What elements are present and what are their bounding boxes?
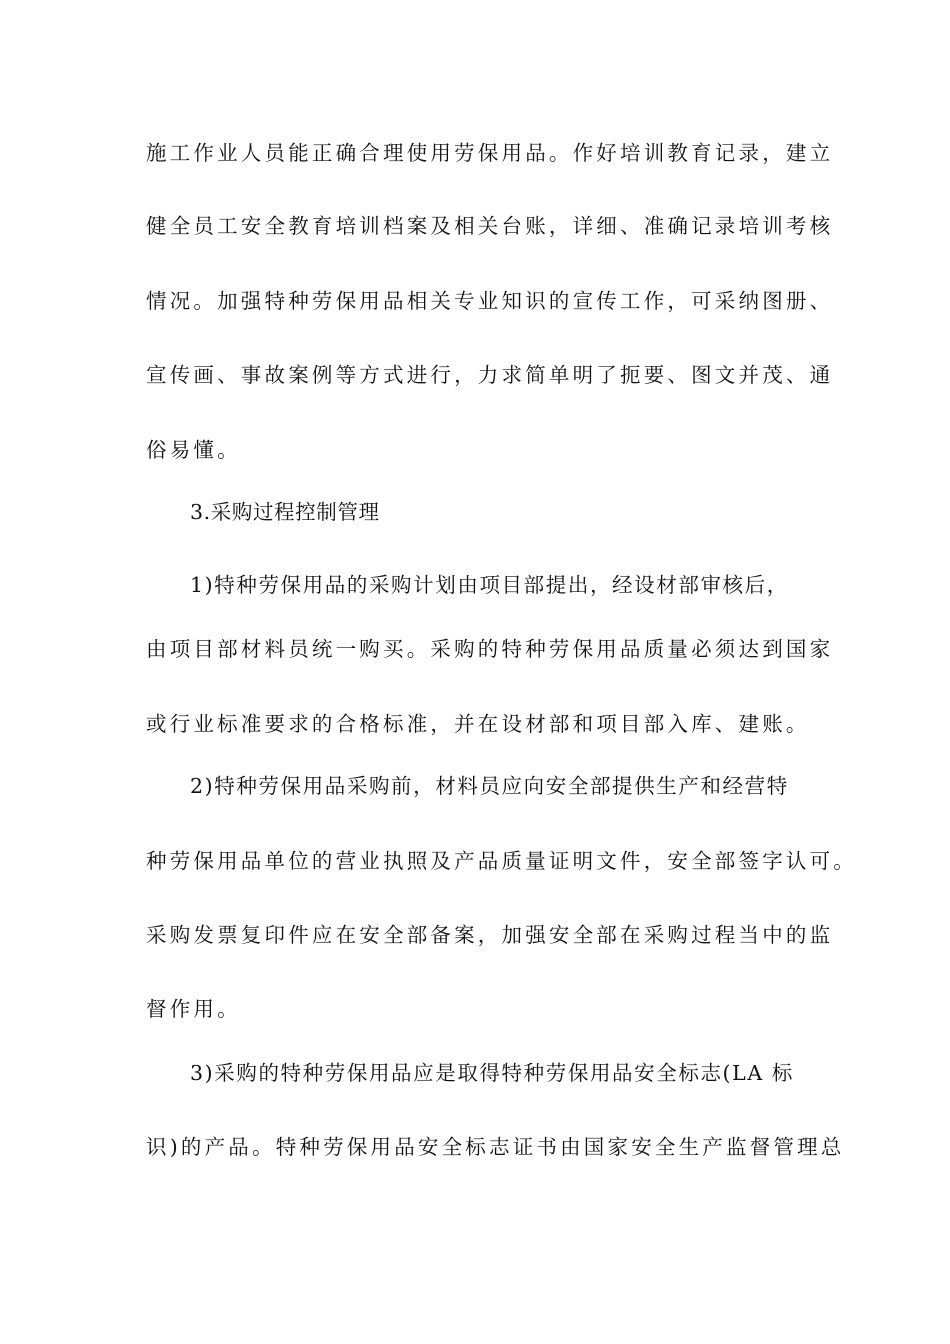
paragraph-line: 督作用。 [146,997,241,1021]
paragraph-line: 采购发票复印件应在安全部备案，加强安全部在采购过程当中的监 [146,923,834,947]
paragraph-line: 1)特种劳保用品的采购计划由项目部提出，经设材部审核后， [190,573,789,597]
section-heading: 3.采购过程控制管理 [190,500,380,524]
paragraph-line: 由项目部材料员统一购买。采购的特种劳保用品质量必须达到国家 [146,637,834,661]
paragraph-line: 种劳保用品单位的营业执照及产品质量证明文件，安全部签字认可。 [146,849,857,873]
paragraph-line: 2)特种劳保用品采购前，材料员应向安全部提供生产和经营特 [190,774,789,798]
paragraph-line: 或行业标准要求的合格标准，并在设材部和项目部入库、建账。 [146,712,810,736]
paragraph-line: 宣传画、事故案例等方式进行，力求简单明了扼要、图文并茂、通 [146,363,834,387]
paragraph-line: 俗易懂。 [146,438,241,462]
paragraph-line: 情况。加强特种劳保用品相关专业知识的宣传工作，可采纳图册、 [146,289,834,313]
paragraph-line: 3)采购的特种劳保用品应是取得特种劳保用品安全标志(LA 标 [190,1061,794,1085]
paragraph-line: 识)的产品。特种劳保用品安全标志证书由国家安全生产监督管理总 [146,1135,845,1159]
paragraph-line: 健全员工安全教育培训档案及相关台账，详细、准确记录培训考核 [146,214,834,238]
paragraph-line: 施工作业人员能正确合理使用劳保用品。作好培训教育记录，建立 [146,141,834,165]
